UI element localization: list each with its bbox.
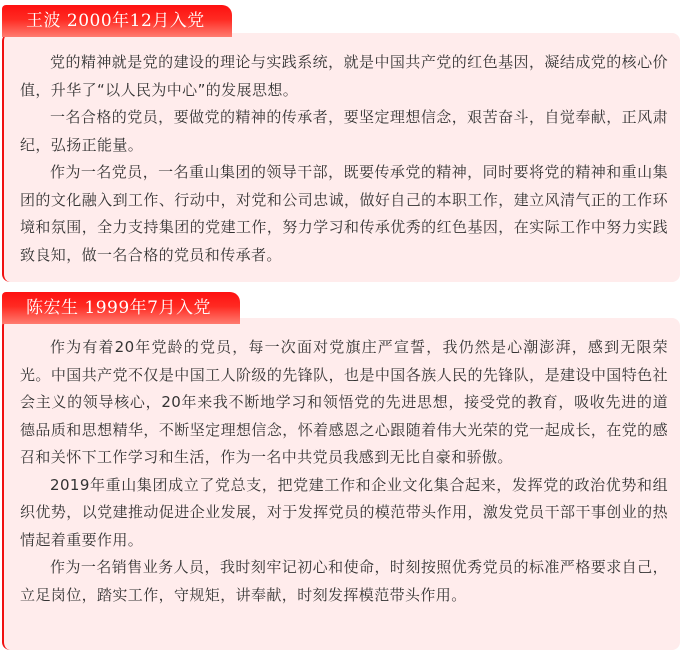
member-statement-card bbox=[2, 318, 680, 650]
statement-paragraph: 2019年重山集团成立了党总支，把党建工作和企业文化集合起来，发挥党的政治优势和组织优势，以党建推动促进企业发展，对于发挥党员的模范带头作用，激发党员干部干事创业的热情起着重要作用。 bbox=[20, 475, 668, 549]
statement-paragraph: 作为一名销售业务人员，我时刻牢记初心和使命，时刻按照优秀党员的标准严格要求自己，立足岗位，踏实工作，守规矩，讲奉献，时刻发挥模范带头作用。 bbox=[20, 558, 668, 604]
member-header-title: 陈宏生 1999年7月入党 bbox=[26, 298, 211, 318]
statement-paragraph: 党的精神就是党的建设的理论与实践系统，就是中国共产党的红色基因，凝结成党的核心价值，升华了“以人民为中心”的发展思想。 bbox=[20, 53, 668, 99]
member-header-tab bbox=[2, 5, 232, 37]
member-statement-card bbox=[2, 33, 680, 282]
member-header-tab bbox=[2, 292, 240, 324]
statement-paragraph: 作为有着20年党龄的党员，每一次面对党旗庄严宣誓，我仍然是心潮澎湃，感到无限荣光。中国共产党不仅是中国工人阶级的先锋队，也是中国各族人民的先锋队，是建设中国特色社会主义的领导核心，20年来我不断地学习和领悟党的先进思想，接受党的教育，吸收先进的道德品质和思想精华，不断坚定理想信念，怀着感恩之心跟随着伟大光荣的党一起成长，在党的感召和关怀下工作学习和生活，作为一名中共党员我感到无比自豪和骄傲。 bbox=[20, 338, 668, 466]
statement-paragraph: 一名合格的党员，要做党的精神的传承者，要坚定理想信念，艰苦奋斗，自觉奉献，正风肃纪，弘扬正能量。 bbox=[20, 108, 668, 154]
member-header-title: 王波 2000年12月入党 bbox=[26, 11, 205, 31]
member-section-wang-bo bbox=[2, 5, 680, 282]
member-section-chen-hongsheng bbox=[2, 292, 680, 652]
statement-paragraph: 作为一名党员，一名重山集团的领导干部，既要传承党的精神，同时要将党的精神和重山集团的文化融入到工作、行动中，对党和公司忠诚，做好自己的本职工作，建立风清气正的工作环境和氛围，全力支持集团的党建工作，努力学习和传承优秀的红色基因，在实际工作中努力实践致良知，做一名合格的党员和传承者。 bbox=[20, 163, 668, 264]
